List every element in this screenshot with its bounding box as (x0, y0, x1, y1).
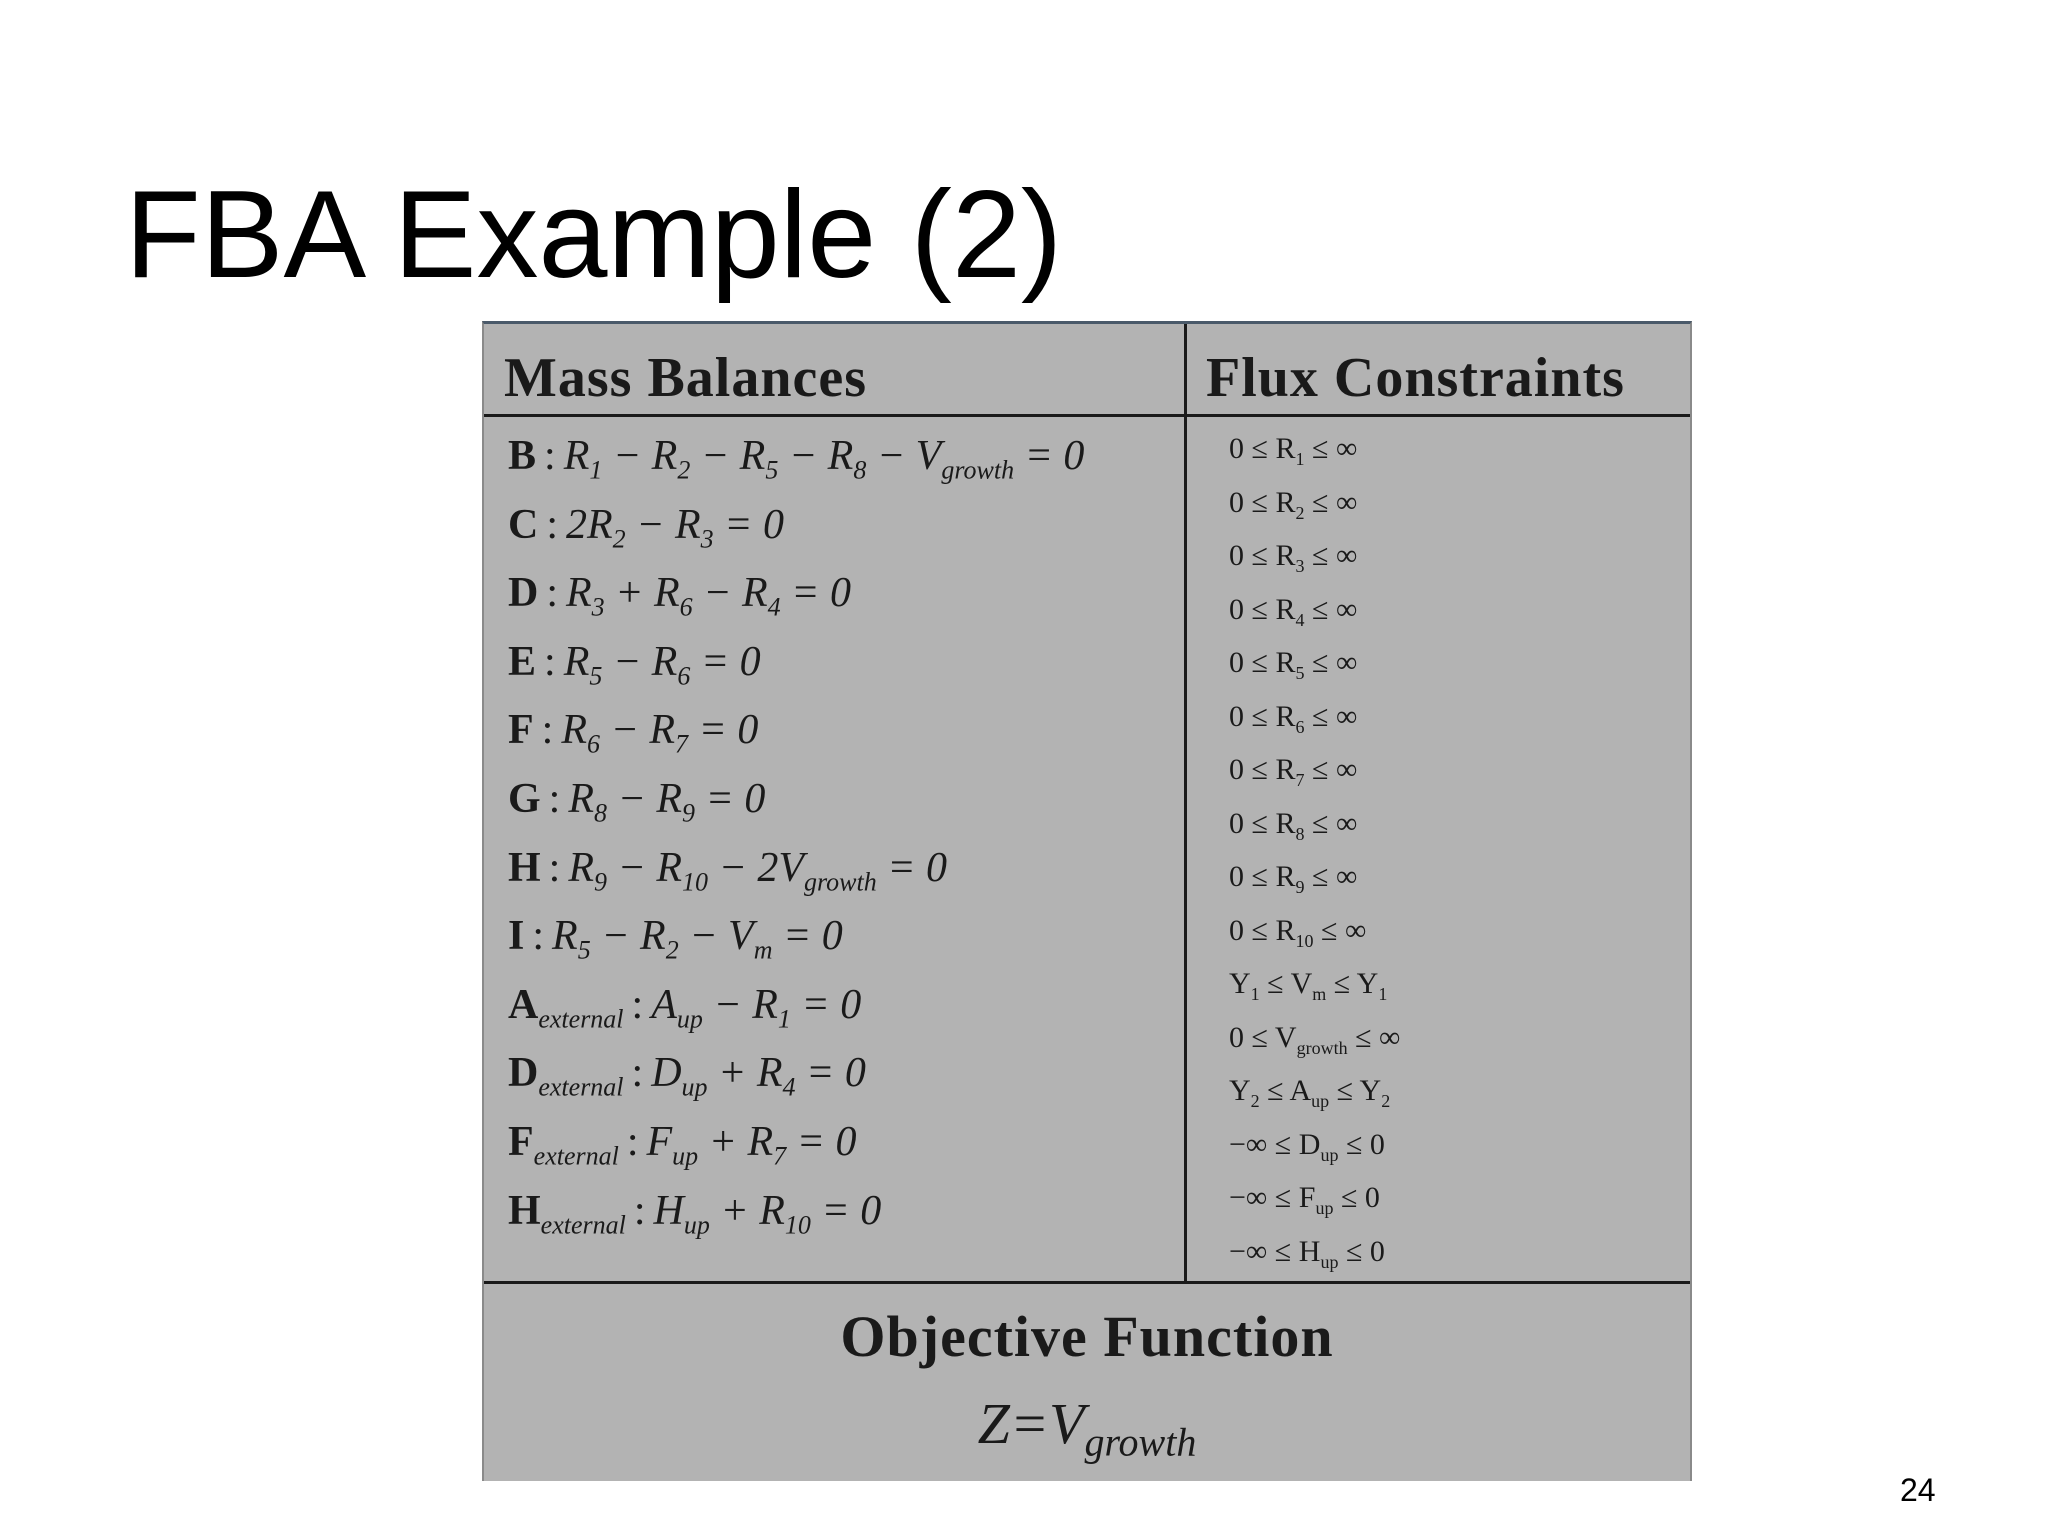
flux-constraint-row: $0 \le R_9$ ≤ ∞ (1229, 860, 1358, 897)
mass-balance-species: I (508, 913, 525, 960)
mass-balance-species: D (508, 570, 539, 617)
mass-balance-species: $F_{external}$ (508, 1118, 619, 1171)
mass-balance-row: E : $R_5 - R_6 = 0$ (508, 638, 761, 691)
mass-balance-row: $A_{external}$ : $A_{up} - R_1 = 0$ (508, 981, 862, 1034)
mass-balances-list (508, 422, 1178, 1245)
mass-balance-row: $H_{external}$ : $H_{up} + R_{10} = 0$ (508, 1187, 882, 1239)
flux-constraint-row: −∞ ≤ $H_{up} \le 0$ (1229, 1234, 1385, 1272)
flux-constraint-row: $0 \le R_6$ ≤ ∞ (1229, 699, 1358, 737)
flux-constraint-row: $0 \le R_4$ ≤ ∞ (1229, 592, 1358, 630)
mass-balance-equation: $R_9 - R_{10} - 2V_{growth} = 0$ (568, 844, 948, 896)
objective-function-title: Objective Function (840, 1304, 1334, 1369)
page-number: 24 (1900, 1472, 1936, 1508)
mass-balance-equation: $R_8 - R_9 = 0$ (568, 775, 766, 828)
mass-balance-equation: $H_{up} + R_{10} = 0$ (653, 1187, 882, 1239)
mass-balance-species: C (508, 501, 539, 548)
column-divider (1184, 324, 1187, 1281)
mass-balance-row: I : $R_5 - R_2 - V_m = 0$ (508, 913, 843, 965)
mass-balance-species: B (508, 433, 537, 479)
mass-balance-row: B : $R_1 - R_2 - R_5 - R_8 - V_{growth} = 0$ (508, 433, 1085, 485)
flux-constraints-header: Flux Constraints (1206, 347, 1625, 409)
mass-balance-species: F (508, 707, 534, 754)
flux-constraint-row: −∞ ≤ $D_{up} \le 0$ (1229, 1127, 1385, 1165)
flux-constraint-row: $0 \le R_8$ ≤ ∞ (1229, 806, 1358, 844)
flux-constraint-row: $0 \le R_{10}$ ≤ ∞ (1229, 913, 1367, 951)
flux-constraint-row: $0 \le R_3$ ≤ ∞ (1229, 539, 1358, 576)
mass-balance-row: F : $R_6 - R_7 = 0$ (508, 707, 759, 759)
flux-constraint-row: $Y_2 \le A_{up} \le Y_2$ (1229, 1074, 1391, 1111)
mass-balance-equation: $R_1 - R_2 - R_5 - R_8 - V_{growth} = 0$ (563, 433, 1085, 485)
mass-balance-equation: $R_5 - R_2 - V_m = 0$ (552, 913, 843, 965)
mass-balances-header: Mass Balances (504, 347, 867, 409)
mass-balance-species: $H_{external}$ (508, 1187, 626, 1239)
mass-balance-row: $D_{external}$ : $D_{up} + R_4 = 0$ (508, 1050, 866, 1102)
mass-balance-equation: $D_{up} + R_4 = 0$ (651, 1050, 866, 1102)
objective-rule (484, 1281, 1690, 1284)
header-rule (484, 414, 1690, 417)
mass-balance-row: G : $R_8 - R_9 = 0$ (508, 775, 766, 828)
mass-balance-row: D : $R_3 + R_6 - R_4 = 0$ (508, 570, 852, 622)
flux-constraint-row: −∞ ≤ $F_{up} \le 0$ (1229, 1181, 1380, 1218)
mass-balance-equation: $R_5 - R_6 = 0$ (563, 638, 761, 691)
slide-title: FBA Example (2) (125, 166, 1063, 304)
flux-constraint-row: $0 \le R_5$ ≤ ∞ (1229, 646, 1358, 683)
mass-balance-equation: $R_3 + R_6 - R_4 = 0$ (566, 570, 852, 622)
flux-constraint-row: $0 \le V_{growth}$ ≤ ∞ (1229, 1020, 1401, 1058)
mass-balance-row: $F_{external}$ : $F_{up} + R_7 = 0$ (508, 1118, 857, 1171)
mass-balance-row: C : $2R_2 - R_3 = 0$ (508, 501, 785, 553)
objective-function-formula: $Z=V_{growth}$ (977, 1391, 1197, 1465)
flux-constraint-row: $Y_1 \le V_m \le Y_1$ (1229, 967, 1388, 1004)
flux-constraint-row: $0 \le R_2$ ≤ ∞ (1229, 485, 1358, 523)
mass-balance-equation: $A_{up} - R_1 = 0$ (651, 981, 862, 1034)
mass-balance-row: H : $R_9 - R_{10} - 2V_{growth} = 0$ (508, 844, 948, 896)
flux-constraint-row: $0 \le R_1$ ≤ ∞ (1229, 432, 1358, 469)
mass-balance-equation: $F_{up} + R_7 = 0$ (646, 1118, 857, 1171)
mass-balance-species: $D_{external}$ (508, 1050, 624, 1102)
mass-balance-species: E (508, 638, 537, 685)
mass-balance-equation: $R_6 - R_7 = 0$ (561, 707, 759, 759)
mass-balance-species: G (508, 775, 541, 822)
flux-constraints-list (1229, 422, 1679, 1278)
mass-balance-species: H (508, 844, 541, 891)
mass-balance-species: $A_{external}$ (508, 981, 624, 1034)
mass-balance-equation: $2R_2 - R_3 = 0$ (566, 501, 785, 553)
flux-constraint-row: $0 \le R_7$ ≤ ∞ (1229, 753, 1358, 790)
fba-table (482, 321, 1692, 1481)
